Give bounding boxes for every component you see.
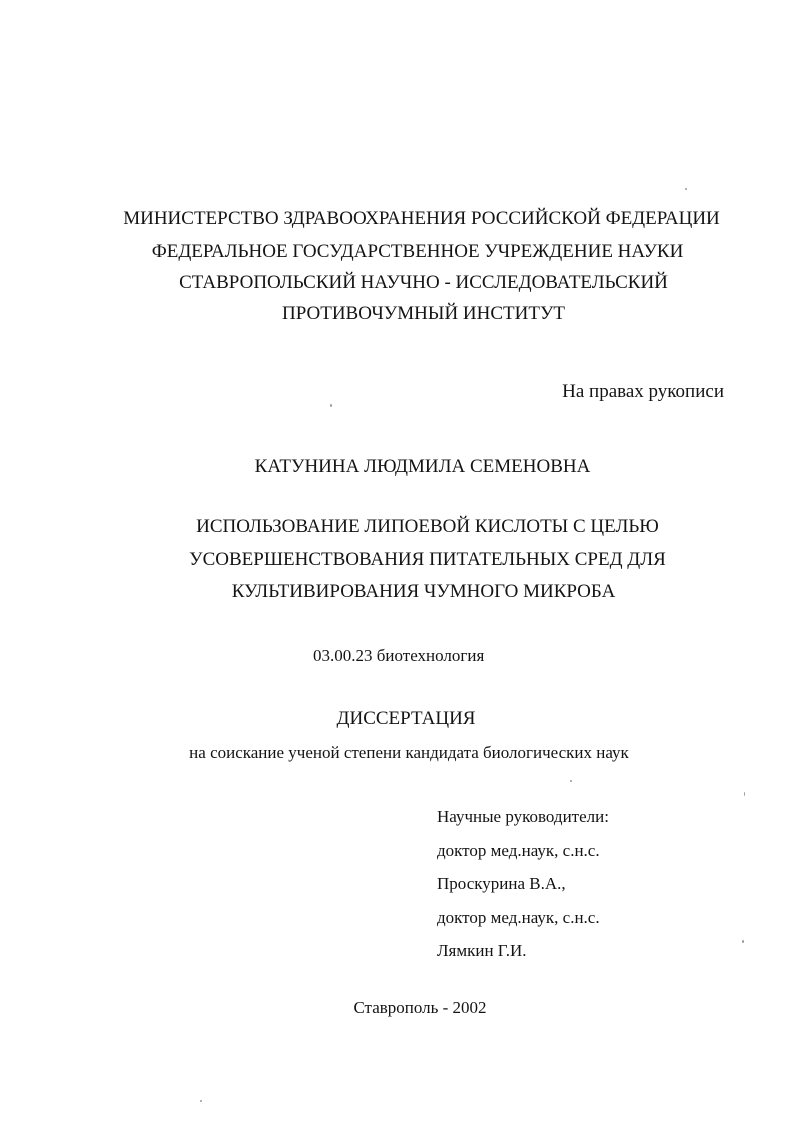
dissertation-title-line-1: ИСПОЛЬЗОВАНИЕ ЛИПОЕВОЙ КИСЛОТЫ С ЦЕЛЬЮ xyxy=(196,516,659,537)
city-year: Ставрополь - 2002 xyxy=(353,998,487,1017)
institution-name-line-2: ПРОТИВОЧУМНЫЙ ИНСТИТУТ xyxy=(281,303,566,324)
advisor-2-name: Лямкин Г.И. xyxy=(437,941,527,960)
advisors-block xyxy=(437,800,609,968)
scan-speck xyxy=(570,780,572,782)
institution-type: ФЕДЕРАЛЬНОЕ ГОСУДАРСТВЕННОЕ УЧРЕЖДЕНИЕ НАУКИ xyxy=(151,241,684,262)
specialty-code: 03.00.23 биотехнология xyxy=(313,646,485,665)
scan-speck xyxy=(742,940,744,943)
author-name: КАТУНИНА ЛЮДМИЛА СЕМЕНОВНА xyxy=(254,456,591,477)
degree-statement: на соискание ученой степени кандидата биологических наук xyxy=(189,743,629,762)
advisors-heading: Научные руководители: xyxy=(437,807,609,826)
rights-notice: На правах рукописи xyxy=(562,381,724,402)
advisor-2-degree: доктор мед.наук, с.н.с. xyxy=(437,907,600,927)
scan-speck xyxy=(330,404,332,407)
advisor-1-name: Проскурина В.А., xyxy=(437,874,566,893)
advisor-1-degree: доктор мед.наук, с.н.с. xyxy=(437,840,600,860)
ministry-name: МИНИСТЕРСТВО ЗДРАВООХРАНЕНИЯ РОССИЙСКОЙ ФЕДЕРАЦИИ xyxy=(123,208,720,229)
dissertation-title-line-2: УСОВЕРШЕНСТВОВАНИЯ ПИТАТЕЛЬНЫХ СРЕД ДЛЯ xyxy=(189,549,666,570)
document-type: ДИССЕРТАЦИЯ xyxy=(336,708,476,729)
scan-speck xyxy=(200,1100,202,1102)
dissertation-title-line-3: КУЛЬТИВИРОВАНИЯ ЧУМНОГО МИКРОБА xyxy=(231,581,616,602)
scan-speck xyxy=(744,792,745,796)
institution-name-line-1: СТАВРОПОЛЬСКИЙ НАУЧНО - ИССЛЕДОВАТЕЛЬСКИЙ xyxy=(179,272,668,293)
scan-speck xyxy=(685,188,687,190)
